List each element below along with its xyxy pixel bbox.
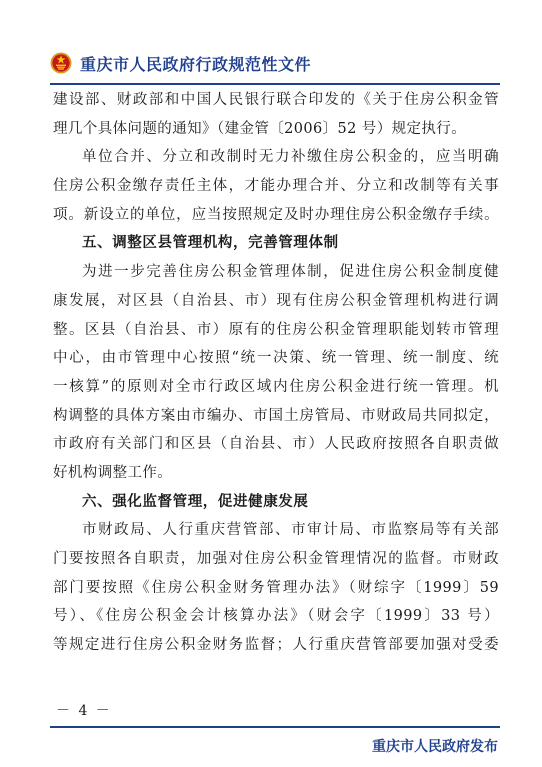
body-line: 项。新设立的单位，应当按照规定及时办理住房公积金缴存手续。 [53, 206, 499, 223]
body-line: 为进一步完善住房公积金管理体制，促进住房公积金制度健 [82, 264, 499, 281]
body-line: 等规定进行住房公积金财务监督；人行重庆营管部要加强对受委 [53, 637, 499, 654]
document-body [53, 86, 499, 660]
document-header [50, 50, 500, 80]
body-line: 号）、《住房公积金会计核算办法》（财会字〔1999〕33 号） [53, 608, 499, 625]
body-line: 构调整的具体方案由市编办、市国土房管局、市财政局共同拟定， [53, 407, 499, 424]
body-line: 理几个具体问题的通知》（建金管〔2006〕52 号）规定执行。 [53, 120, 467, 137]
body-line: 门要按照各自职责，加强对住房公积金管理情况的监督。市财政 [53, 551, 499, 567]
body-line: 康发展，对区县（自治县、市）现有住房公积金管理机构进行调 [53, 292, 499, 309]
body-line: 住房公积金缴存责任主体，才能办理合并、分立和改制等有关事 [53, 178, 499, 195]
national-emblem-icon [50, 52, 72, 74]
section-heading: 六、强化监督管理，促进健康发展 [82, 493, 309, 510]
footer-publisher: 重庆市人民政府发布 [372, 739, 498, 755]
body-line: 一核算”的原则对全市行政区域内住房公积金进行统一管理。机 [53, 378, 499, 395]
body-line: 中心，由市管理中心按照“统一决策、统一管理、统一制度、统 [53, 350, 499, 367]
footer-divider [50, 726, 500, 728]
section-heading: 五、调整区县管理机构，完善管理体制 [82, 235, 339, 252]
header-divider [50, 83, 500, 85]
header-title: 重庆市人民政府行政规范性文件 [80, 55, 312, 74]
body-line: 市政府有关部门和区县（自治县、市）人民政府按照各自职责做 [53, 436, 499, 453]
body-line: 市财政局、人行重庆营管部、市审计局、市监察局等有关部 [82, 522, 499, 539]
body-line: 好机构调整工作。 [53, 464, 173, 481]
page-number: － 4 － [56, 703, 112, 719]
body-line: 建设部、财政部和中国人民银行联合印发的《关于住房公积金管 [53, 92, 499, 108]
body-line: 部门要按照《住房公积金财务管理办法》（财综字〔1999〕59 [53, 579, 499, 596]
body-line: 单位合并、分立和改制时无力补缴住房公积金的，应当明确 [82, 149, 499, 166]
body-line: 整。区县（自治县、市）原有的住房公积金管理职能划转市管理 [53, 321, 499, 338]
